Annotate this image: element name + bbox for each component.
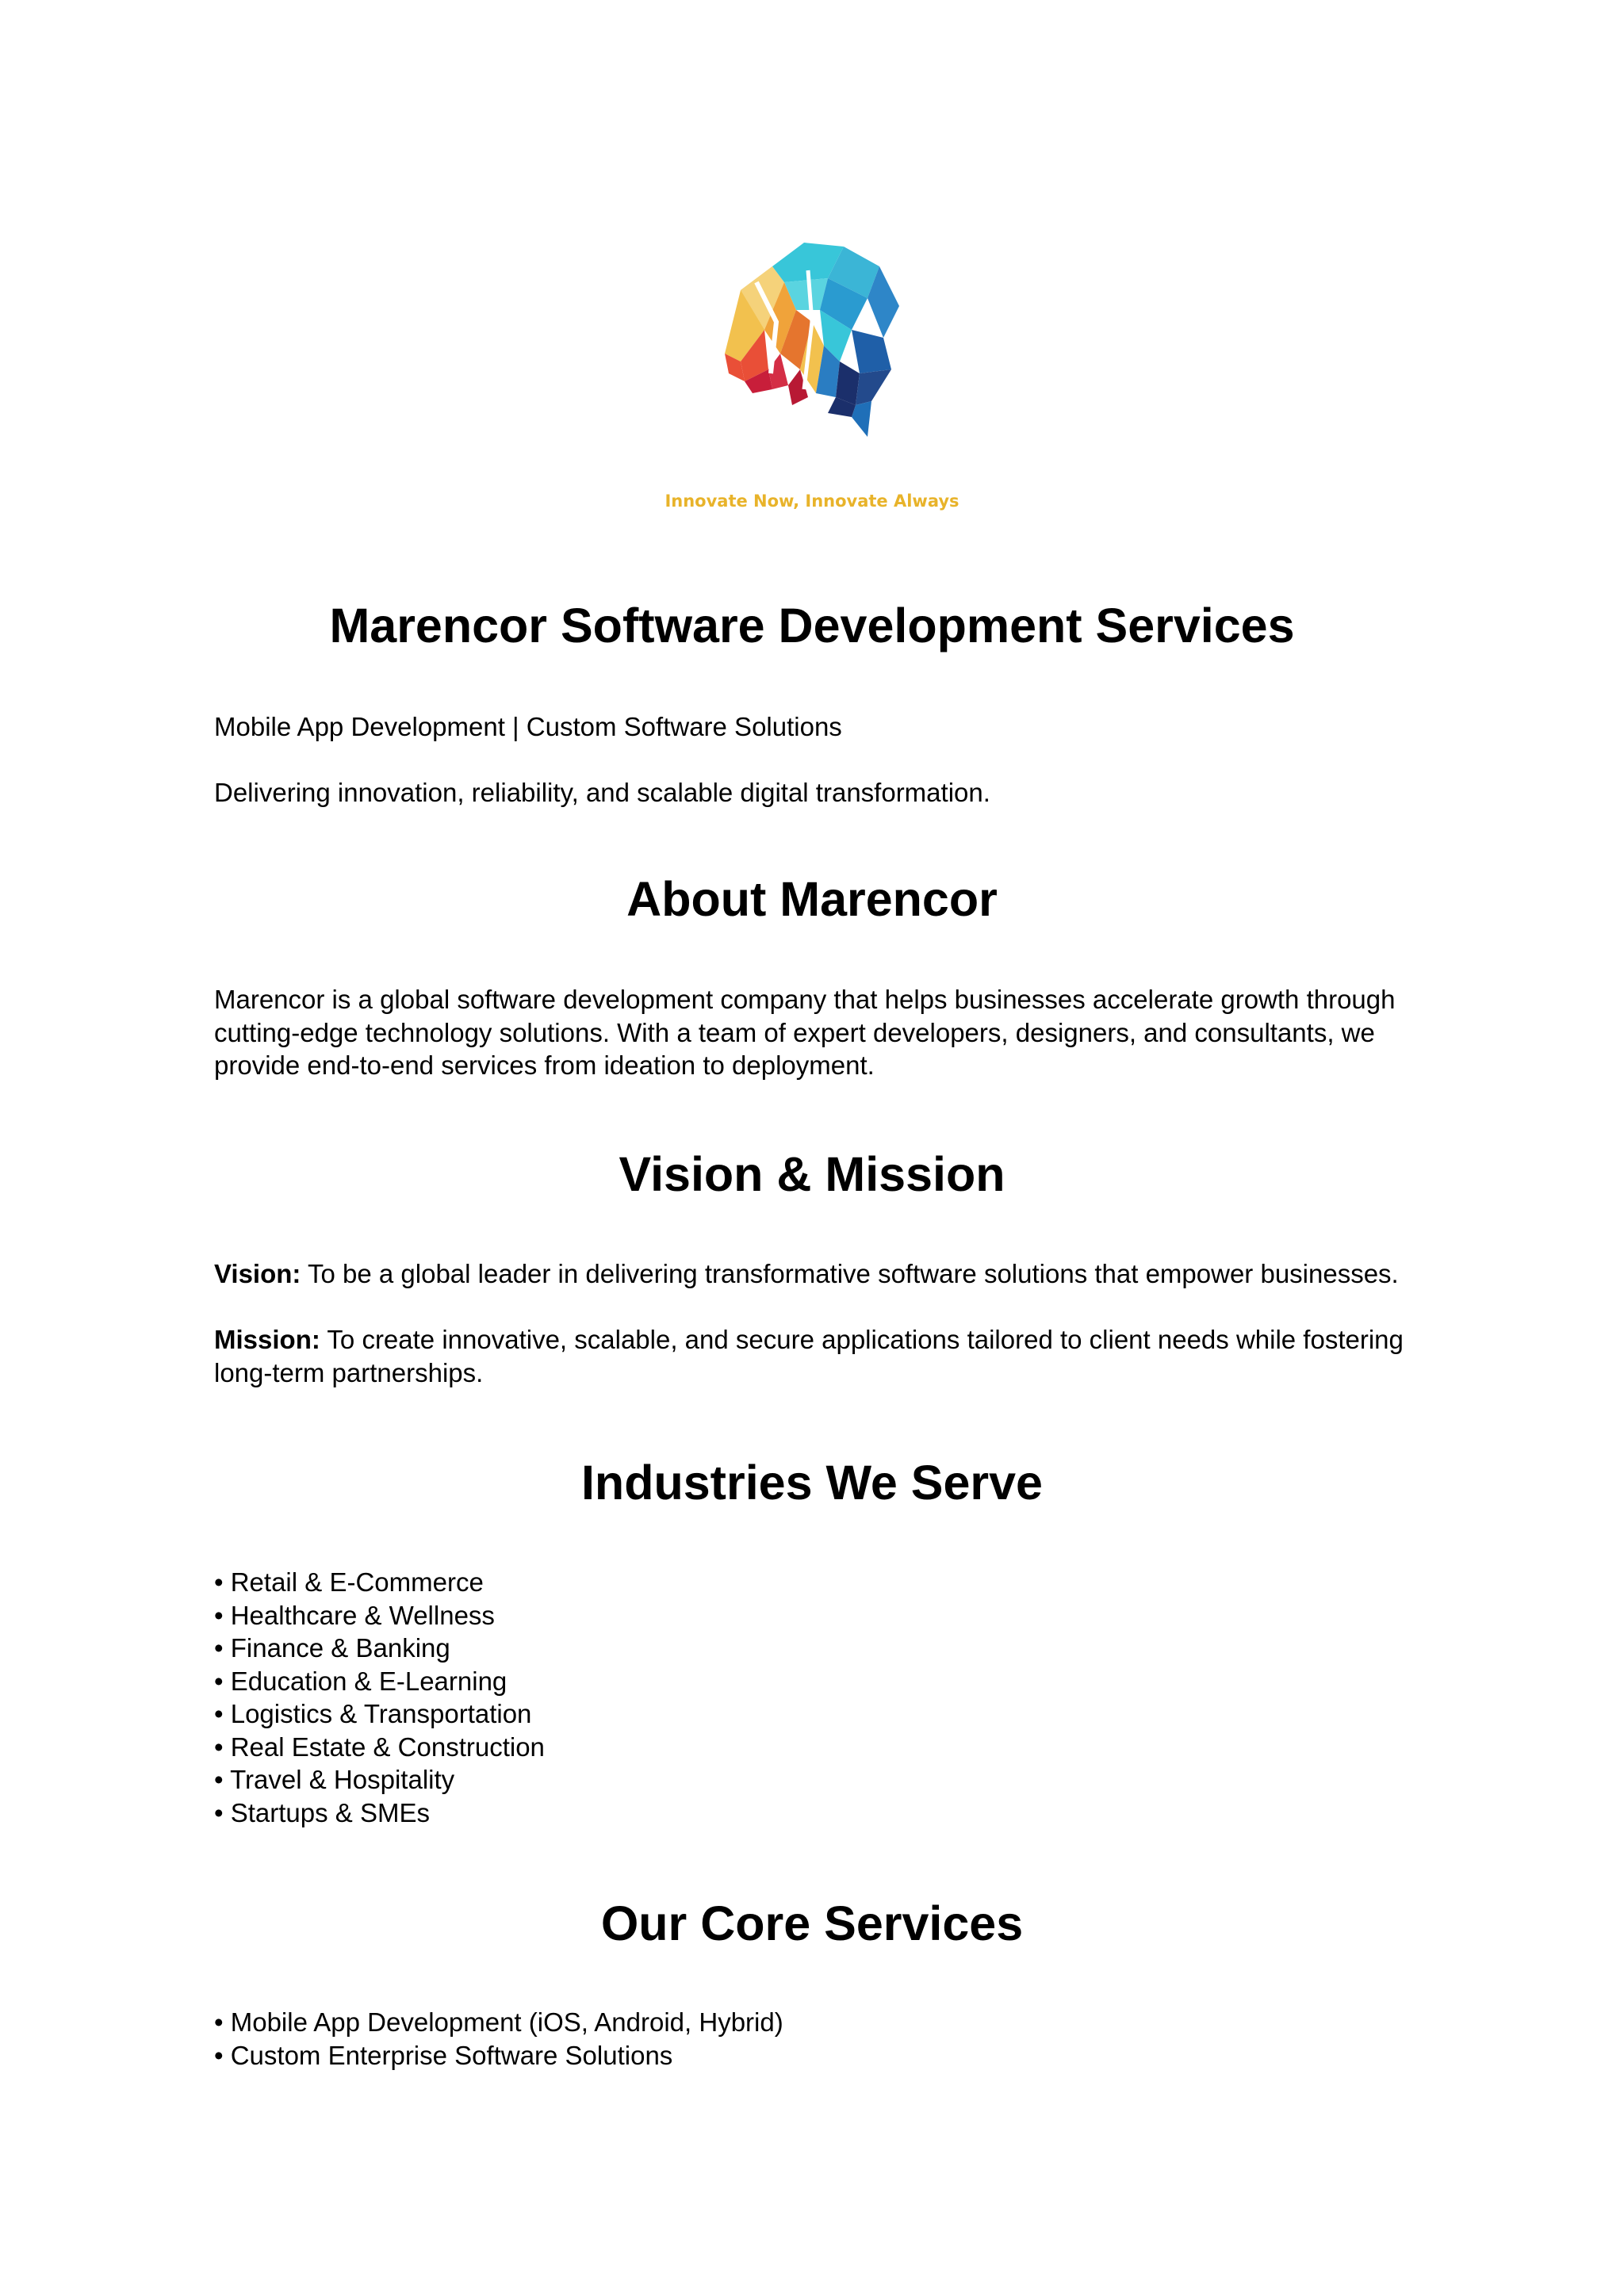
description: Delivering innovation, reliability, and scalable digital transformation. (214, 778, 990, 807)
mission-paragraph (214, 1323, 1419, 1389)
list-item: • Travel & Hospitality (214, 1765, 455, 1794)
services-list (214, 2006, 1419, 2072)
page-title: Marencor Software Development Services (329, 599, 1295, 652)
list-item: • Logistics & Transportation (214, 1699, 532, 1728)
list-item: • Education & E-Learning (214, 1666, 508, 1696)
mission-label: Mission: (214, 1325, 320, 1354)
list-item: • Finance & Banking (214, 1633, 450, 1663)
vision-mission-heading: Vision & Mission (619, 1147, 1005, 1201)
industries-heading: Industries We Serve (580, 1456, 1043, 1510)
mission-text: To create innovative, scalable, and secure applications tailored to client needs while fostering long-term partnerships. (214, 1325, 1404, 1387)
list-item: • Retail & E-Commerce (214, 1567, 484, 1597)
vision-paragraph (214, 1257, 1419, 1291)
vision-text: To be a global leader in delivering transformative software solutions that empower businesses. (301, 1259, 1399, 1288)
list-item: • Real Estate & Construction (214, 1732, 545, 1762)
list-item: • Mobile App Development (iOS, Android, Hybrid) (214, 2007, 783, 2037)
about-heading: About Marencor (626, 872, 998, 926)
tagline-text: Innovate Now, Innovate Always (665, 492, 959, 511)
list-item: • Startups & SMEs (214, 1797, 430, 1827)
subtitle: Mobile App Development | Custom Software Solutions (214, 712, 842, 741)
industries-list (214, 1566, 1419, 1829)
about-body: Marencor is a global software development company that helps businesses accelerate growth through cutting-edge technology solutions. With a team of expert developers, designers, and consultants, we provide end-to-end services from ideation to deployment. (214, 985, 1396, 1080)
logo-tagline (0, 492, 1624, 511)
list-item: • Custom Enterprise Software Solutions (214, 2040, 673, 2070)
vision-label: Vision: (214, 1259, 301, 1288)
polygon-brain-logo-icon (709, 235, 915, 442)
services-heading: Our Core Services (600, 1896, 1024, 1950)
list-item: • Healthcare & Wellness (214, 1600, 495, 1630)
